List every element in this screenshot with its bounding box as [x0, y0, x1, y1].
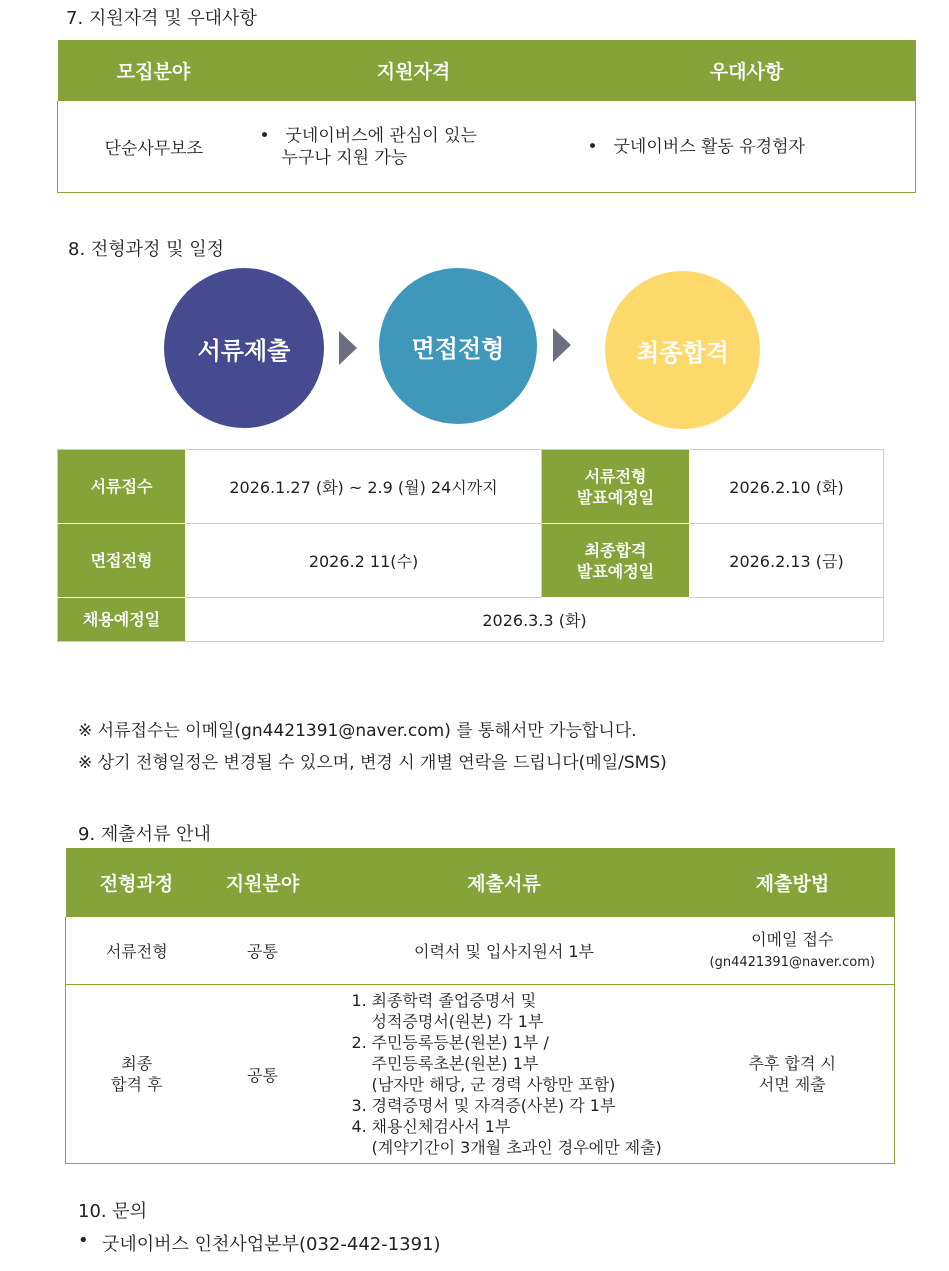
bullet-icon: • — [259, 125, 270, 146]
section-9-title: 9. 제출서류 안내 — [78, 824, 211, 845]
header-field: 지원분야 — [208, 848, 318, 917]
header-qualification: 지원자격 — [250, 40, 578, 101]
method-email: (gn4421391@naver.com) — [709, 954, 875, 970]
table-row — [58, 101, 916, 193]
arrow-right-icon — [339, 331, 357, 365]
list-item: 1. 최종학력 졸업증명서 및 성적증명서(원본) 각 1부 — [351, 991, 544, 1031]
contact-line — [78, 1230, 441, 1256]
note-schedule-change: ※ 상기 전형일정은 변경될 수 있으며, 변경 시 개별 연락을 드립니다(메일/SMS) — [78, 753, 667, 773]
schedule-value-document: 2026.1.27 (화) ~ 2.9 (월) 24시까지 — [186, 450, 542, 524]
schedule-label-final-result: 최종합격 발표예정일 — [542, 524, 690, 598]
bullet-icon: • — [78, 1230, 89, 1251]
stage-cell: 서류전형 — [66, 917, 208, 985]
qualification-table-header — [58, 40, 916, 101]
table-row — [58, 598, 884, 642]
field-cell: 공통 — [208, 917, 318, 985]
schedule-label-document: 서류접수 — [58, 450, 186, 524]
step-circle-final: 최종합격 — [605, 271, 760, 429]
method-text: 이메일 접수 — [751, 929, 834, 949]
header-stage: 전형과정 — [66, 848, 208, 917]
preference-text: 굿네이버스 활동 유경험자 — [613, 136, 805, 157]
method-cell: 추후 합격 시 서면 제출 — [691, 985, 895, 1164]
header-documents: 제출서류 — [318, 848, 691, 917]
schedule-value-interview: 2026.2 11(수) — [186, 524, 542, 598]
qualification-table — [57, 40, 916, 193]
schedule-value-document-result: 2026.2.10 (화) — [690, 450, 884, 524]
section-7-title: 7. 지원자격 및 우대사항 — [66, 8, 257, 29]
documents-list — [352, 990, 662, 1158]
schedule-value-hire-date: 2026.3.3 (화) — [186, 598, 884, 642]
header-field: 모집분야 — [58, 40, 250, 101]
list-item: 4. 채용신체검사서 1부 (계약기간이 3개월 초과인 경우에만 제출) — [351, 1117, 662, 1157]
list-item: 2. 주민등록등본(원본) 1부 / 주민등록초본(원본) 1부 (남자만 해당, 군 경력 사항만 포함) — [351, 1033, 616, 1094]
header-preference: 우대사항 — [578, 40, 916, 101]
documents-table — [65, 848, 895, 1164]
field-cell: 공통 — [208, 985, 318, 1164]
table-row — [66, 917, 895, 985]
table-row — [58, 450, 884, 524]
qualification-cell — [250, 101, 578, 193]
documents-cell: 이력서 및 입사지원서 1부 — [318, 917, 691, 985]
documents-list-cell — [318, 985, 691, 1164]
preference-cell — [578, 101, 916, 193]
table-row — [66, 985, 895, 1164]
documents-table-header — [66, 848, 895, 917]
method-cell — [691, 917, 895, 985]
field-cell: 단순사무보조 — [58, 101, 250, 193]
qualification-line-1: 굿네이버스에 관심이 있는 — [285, 125, 477, 146]
list-item: 3. 경력증명서 및 자격증(사본) 각 1부 — [351, 1096, 616, 1115]
qualification-line-2: 누구나 지원 가능 — [281, 147, 408, 168]
section-8-title: 8. 전형과정 및 일정 — [68, 239, 225, 260]
header-method: 제출방법 — [691, 848, 895, 917]
section-10-title: 10. 문의 — [78, 1201, 148, 1222]
step-circle-interview: 면접전형 — [379, 268, 537, 424]
step-circle-document: 서류제출 — [164, 268, 324, 428]
schedule-label-document-result: 서류전형 발표예정일 — [542, 450, 690, 524]
bullet-icon: • — [587, 136, 598, 157]
note-email: ※ 서류접수는 이메일(gn4421391@naver.com) 를 통해서만 가능합니다. — [78, 721, 637, 741]
table-row — [58, 524, 884, 598]
stage-cell: 최종 합격 후 — [66, 985, 208, 1164]
schedule-value-final-result: 2026.2.13 (금) — [690, 524, 884, 598]
contact-text: 굿네이버스 인천사업본부(032-442-1391) — [102, 1234, 441, 1255]
schedule-table — [57, 449, 884, 642]
schedule-label-hire-date: 채용예정일 — [58, 598, 186, 642]
arrow-right-icon — [553, 328, 571, 362]
schedule-label-interview: 면접전형 — [58, 524, 186, 598]
